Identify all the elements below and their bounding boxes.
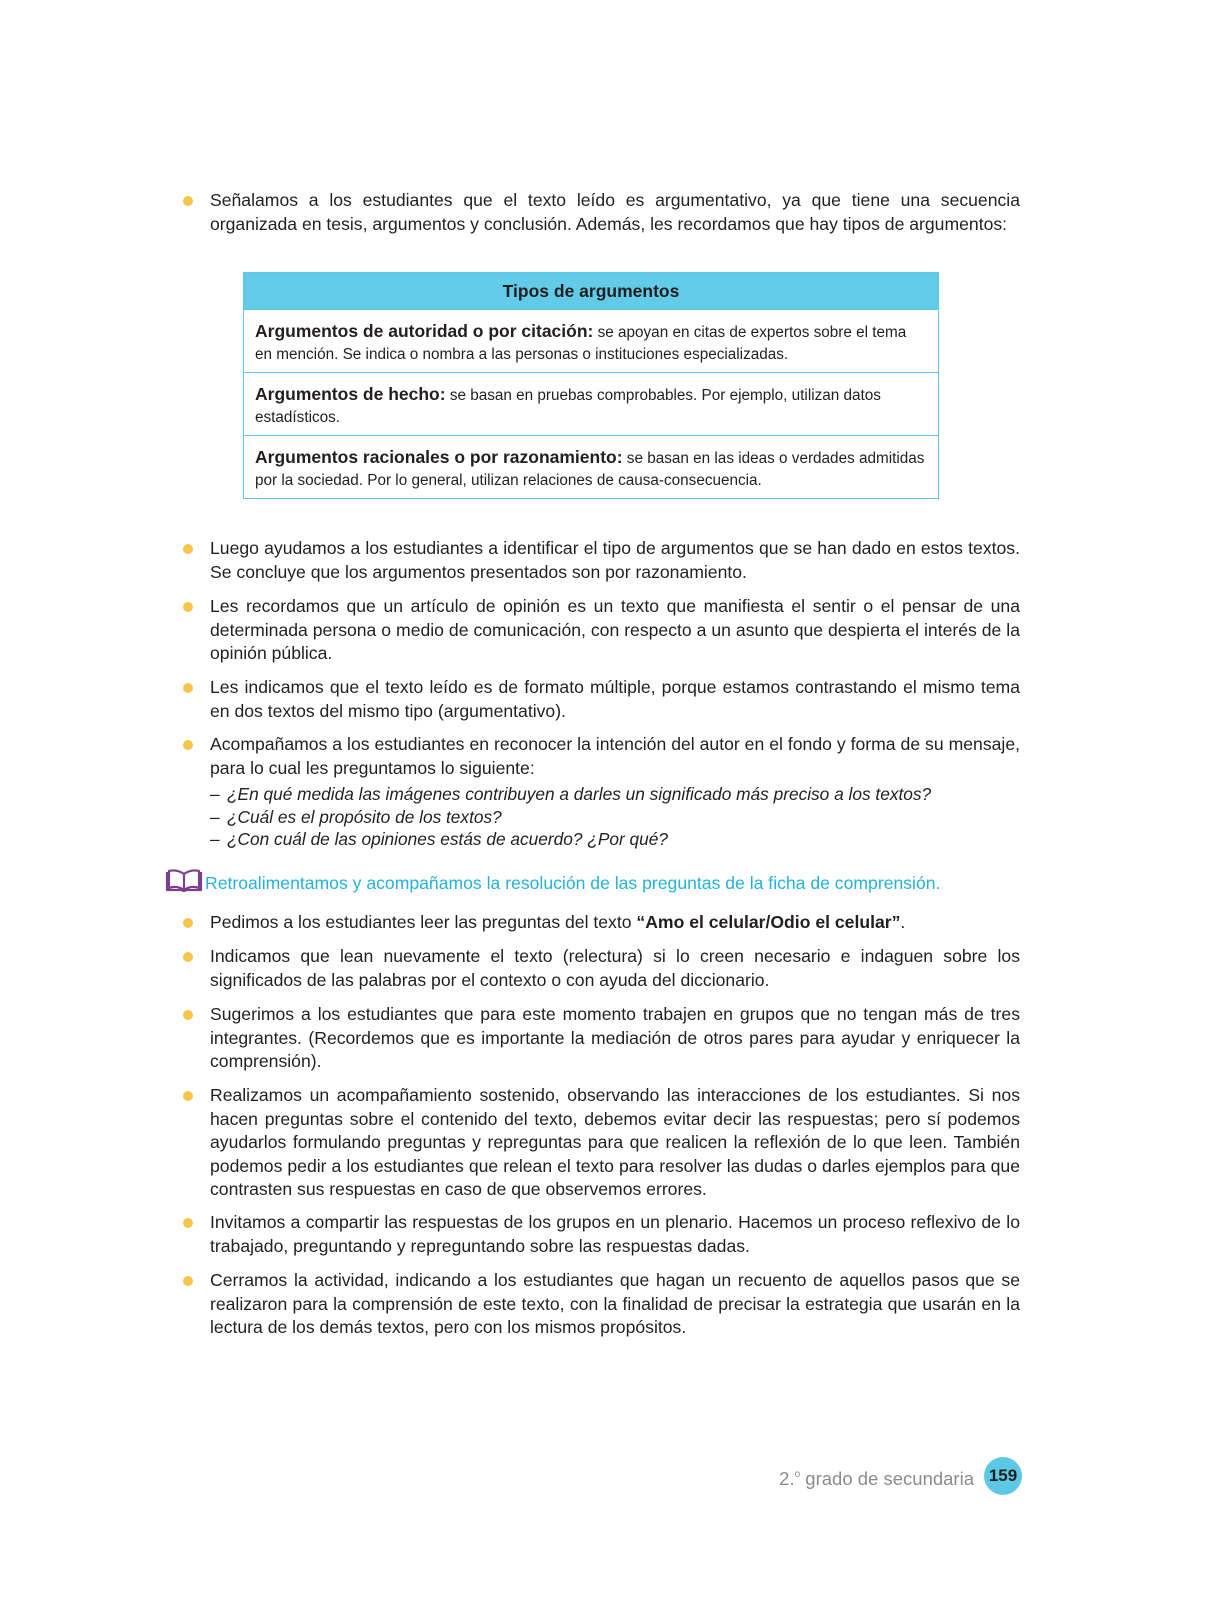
bullet-dot — [183, 740, 193, 750]
list-item — [210, 595, 1020, 666]
item-text: Indicamos que lean nuevamente el texto (relectura) si lo creen necesario e indaguen sobre los significados de las palabras por el contexto o con ayuda del diccionario. — [210, 946, 1020, 990]
list-item — [210, 1269, 1020, 1340]
bullet-dot — [183, 1010, 193, 1020]
list-item — [210, 189, 1020, 236]
bullet-dot — [183, 1218, 193, 1228]
table-row — [244, 373, 938, 436]
page-number: 159 — [984, 1457, 1022, 1495]
row-term: Argumentos racionales o por razonamiento: — [255, 447, 623, 467]
question-item: – ¿Con cuál de las opiniones estás de acuerdo? ¿Por qué? — [210, 829, 668, 849]
row-desc: se basan en las ideas o verdades admitidas por la sociedad. Por lo general, utilizan relaciones de causa-consecuencia. — [255, 450, 925, 489]
intro-text: Señalamos a los estudiantes que el texto leído es argumentativo, ya que tiene una secuencia organizada en tesis, argumentos y conclusión. Además, les recordamos que hay tipos de argumentos: — [210, 190, 1020, 234]
item-text: Luego ayudamos a los estudiantes a identificar el tipo de argumentos que se han dado en estos textos. Se concluye que los argumentos presentados son por razonamiento. — [210, 538, 1020, 582]
grade-label: 2.$^o$ grado de secundaria — [779, 1468, 974, 1489]
list-item — [210, 537, 1020, 584]
bullet-dot — [183, 196, 193, 206]
question-list — [210, 783, 1020, 851]
text-title: “Amo el celular/Odio el celular” — [636, 912, 901, 932]
item-text: Les recordamos que un artículo de opinión es un texto que manifiesta el sentir o el pensar de una determinada persona o medio de comunicación, con respecto a un asunto que despierta el interés de la opinión pública. — [210, 596, 1020, 663]
item-text: Invitamos a compartir las respuestas de los grupos en un plenario. Hacemos un proceso reflexivo de lo trabajado, preguntando y repreguntando sobre las respuestas dadas. — [210, 1212, 1020, 1256]
table-title: Tipos de argumentos — [244, 273, 938, 310]
question-item: – ¿En qué medida las imágenes contribuyen a darles un significado más preciso a los textos? — [210, 784, 932, 804]
item-text: Les indicamos que el texto leído es de formato múltiple, porque estamos contrastando el mismo tema en dos textos del mismo tipo (argumentativo). — [210, 677, 1020, 721]
table-row — [244, 310, 938, 373]
item-text: Pedimos a los estudiantes leer las preguntas del texto — [210, 912, 637, 932]
bullet-dot — [183, 544, 193, 554]
item-text: Realizamos un acompañamiento sostenido, observando las interacciones de los estudiantes. Si nos hacen preguntas sobre el contenido del texto, debemos evitar decir las respuestas; pero sí podemos ayudarlos formulando preguntas y repreguntas para que realicen la reflexión de lo que leen. También podemos pedir a los estudiantes que relean el texto para resolver las dudas o darles ejemplos para que contrasten sus respuestas en caso de que observemos errores. — [210, 1085, 1020, 1199]
open-book-icon — [165, 869, 203, 893]
argument-types-table — [243, 272, 939, 499]
bullet-dot — [183, 1276, 193, 1286]
list-item — [210, 1084, 1020, 1202]
bullet-dot — [183, 602, 193, 612]
row-desc: se apoyan en citas de expertos sobre el tema en mención. Se indica o nombra a las personas o instituciones especializadas. — [255, 324, 907, 363]
list-item — [210, 676, 1020, 723]
section-subheading — [165, 869, 940, 895]
question-item: – ¿Cuál es el propósito de los textos? — [210, 806, 502, 827]
list-item — [210, 1003, 1020, 1074]
item-text: Acompañamos a los estudiantes en reconocer la intención del autor en el fondo y forma de su mensaje, para lo cual les preguntamos lo siguiente: — [210, 734, 1020, 778]
item-text: Cerramos la actividad, indicando a los estudiantes que hagan un recuento de aquellos pasos que se realizaron para la comprensión de este texto, con la finalidad de precisar la estrategia que usarán en la lectura de los demás textos, pero con los mismos propósitos. — [210, 1270, 1020, 1337]
row-term: Argumentos de hecho: — [255, 384, 446, 404]
bullet-dot — [183, 952, 193, 962]
bullet-dot — [183, 918, 193, 928]
list-item — [210, 733, 1020, 851]
subheading-text: Retroalimentamos y acompañamos la resolución de las preguntas de la ficha de comprensión. — [205, 873, 941, 893]
bullet-dot — [183, 683, 193, 693]
item-text: Sugerimos a los estudiantes que para este momento trabajen en grupos que no tengan más de tres integrantes. (Recordemos que es importante la mediación de otros pares para ayudar y enriquecer la comprensión). — [210, 1004, 1020, 1071]
row-term: Argumentos de autoridad o por citación: — [255, 321, 594, 341]
list-item — [210, 1211, 1020, 1258]
list-item: Pedimos a los estudiantes leer las preguntas del texto “Amo el celular/Odio el celular”. — [210, 911, 1020, 935]
table-row — [244, 436, 938, 498]
row-desc: se basan en pruebas comprobables. Por ejemplo, utilizan datos estadísticos. — [255, 387, 881, 426]
list-item — [210, 945, 1020, 992]
bullet-dot — [183, 1091, 193, 1101]
